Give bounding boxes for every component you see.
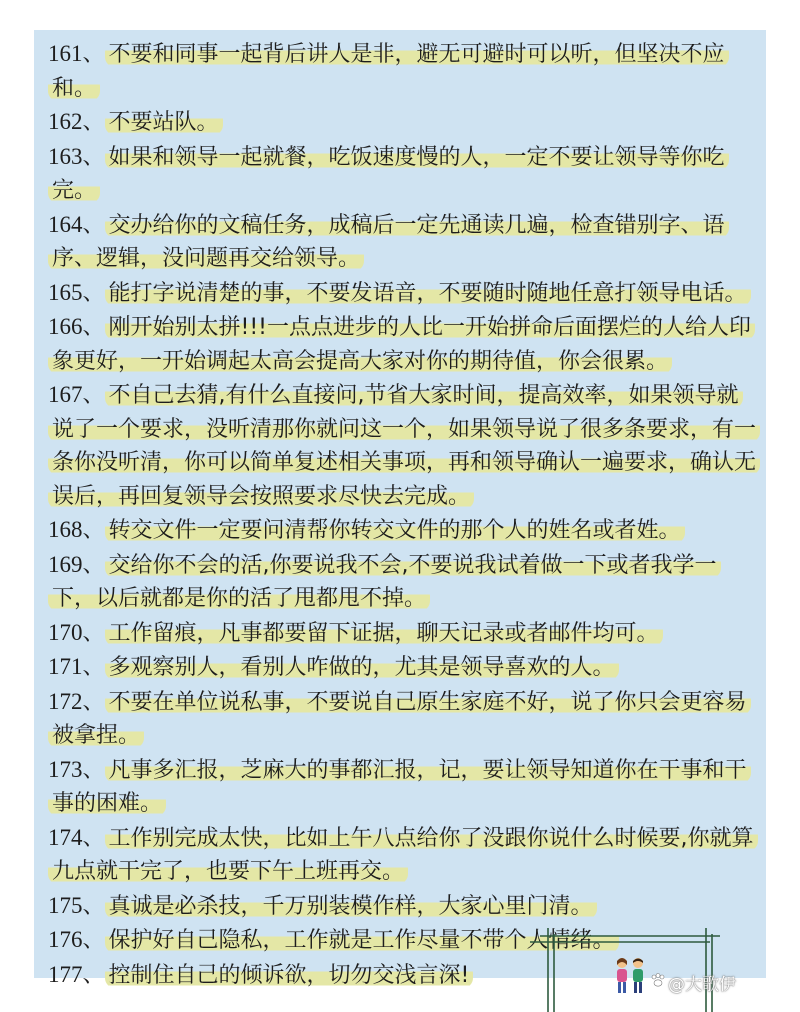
tip-text: 不要在单位说私事，不要说自己原生家庭不好，说了你只会更容易被拿捏。 [48, 690, 751, 749]
tip-item [48, 821, 760, 889]
tip-text: 转交文件一定要问清帮你转交文件的那个人的姓名或者姓。 [105, 518, 685, 543]
tip-number: 174 [48, 824, 83, 850]
tip-number: 176 [48, 927, 83, 952]
tip-separator: 、 [82, 280, 105, 306]
tip-number: 172 [48, 688, 83, 714]
tip-item [48, 513, 760, 548]
tip-item [48, 616, 760, 651]
tip-text: 交办给你的文稿任务，成稿后一定先通读几遍，检查错别字、语序、逻辑，没问题再交给领导。 [48, 213, 729, 272]
tip-separator: 、 [82, 655, 105, 680]
tip-number: 173 [48, 756, 83, 782]
tip-number: 162 [48, 109, 83, 134]
tip-separator: 、 [82, 144, 105, 170]
tip-separator: 、 [82, 825, 105, 851]
tip-separator: 、 [82, 962, 105, 988]
tip-item [48, 208, 760, 276]
tip-separator: 、 [82, 552, 105, 578]
tip-text: 保护好自己隐私，工作就是工作尽量不带个人情绪。 [105, 928, 619, 953]
tip-item [48, 378, 760, 513]
tip-number: 165 [48, 279, 83, 305]
tip-item [48, 105, 760, 140]
tip-text: 不要站队。 [105, 110, 223, 135]
tip-separator: 、 [82, 315, 105, 340]
tip-item [48, 140, 760, 208]
tip-separator: 、 [82, 928, 105, 953]
tip-number: 164 [48, 211, 83, 237]
tip-text: 控制住自己的倾诉欲，切勿交浅言深! [105, 963, 474, 988]
tip-number: 171 [48, 654, 83, 679]
tip-text: 多观察别人，看别人咋做的，尤其是领导喜欢的人。 [105, 655, 619, 680]
tip-separator: 、 [82, 518, 105, 543]
tip-number: 168 [48, 517, 83, 542]
tip-separator: 、 [82, 42, 105, 67]
tip-number: 161 [48, 41, 83, 66]
tip-separator: 、 [82, 893, 105, 919]
tip-text: 不要和同事一起背后讲人是非，避无可避时可以听，但坚决不应和。 [48, 42, 729, 101]
tip-number: 166 [48, 314, 83, 339]
tip-item [48, 753, 760, 821]
tip-separator: 、 [82, 383, 105, 408]
tip-item [48, 685, 760, 753]
tip-item [48, 548, 760, 616]
tip-separator: 、 [82, 689, 105, 715]
tip-number: 169 [48, 551, 83, 577]
tips-list [48, 37, 760, 992]
tip-text: 能打字说清楚的事，不要发语音，不要随时随地任意打领导电话。 [105, 281, 751, 306]
tip-number: 167 [48, 382, 83, 407]
tip-separator: 、 [82, 620, 105, 646]
couple-emoji-icon [612, 955, 648, 995]
tip-number: 177 [48, 961, 83, 987]
tip-item [48, 889, 760, 924]
tip-text: 真诚是必杀技，千万别装模作样，大家心里门清。 [105, 894, 597, 919]
tip-text: 刚开始别太拼!!!一点点进步的人比一开始拼命后面摆烂的人给人印象更好，一开始调起太高会提高大家对你的期待值，你会很累。 [48, 315, 755, 374]
tip-number: 170 [48, 619, 83, 645]
tip-number: 175 [48, 892, 83, 918]
tip-text: 工作别完成太快，比如上午八点给你了没跟你说什么时候要,你就算九点就干完了，也要下午上班再交。 [48, 826, 758, 885]
tip-text: 凡事多汇报，芝麻大的事都汇报，记，要让领导知道你在干事和干事的困难。 [48, 758, 751, 817]
paw-logo-icon [650, 972, 666, 988]
watermark-text: @大歌伊 [668, 975, 736, 995]
tip-item [48, 276, 760, 311]
tip-separator: 、 [82, 110, 105, 135]
tip-item [48, 650, 760, 685]
tip-item [48, 310, 760, 378]
tip-text: 如果和领导一起就餐，吃饭速度慢的人，一定不要让领导等你吃完。 [48, 145, 729, 204]
tip-item [48, 37, 760, 105]
tip-separator: 、 [82, 757, 105, 783]
tip-number: 163 [48, 143, 83, 169]
tip-text: 工作留痕，凡事都要留下证据，聊天记录或者邮件均可。 [105, 621, 663, 646]
tip-text: 交给你不会的活,你要说我不会,不要说我试着做一下或者我学一下，以后就都是你的活了甩都甩不掉。 [48, 553, 721, 612]
tip-text: 不自己去猜,有什么直接问,节省大家时间，提高效率，如果领导就说了一个要求，没听清那你就问这一个，如果领导说了很多条要求，有一条你没听清，你可以简单复述相关事项，再和领导确认一遍要求，确认无误后，再回复领导会按照要求尽快去完成。 [48, 383, 760, 509]
tip-separator: 、 [82, 212, 105, 238]
